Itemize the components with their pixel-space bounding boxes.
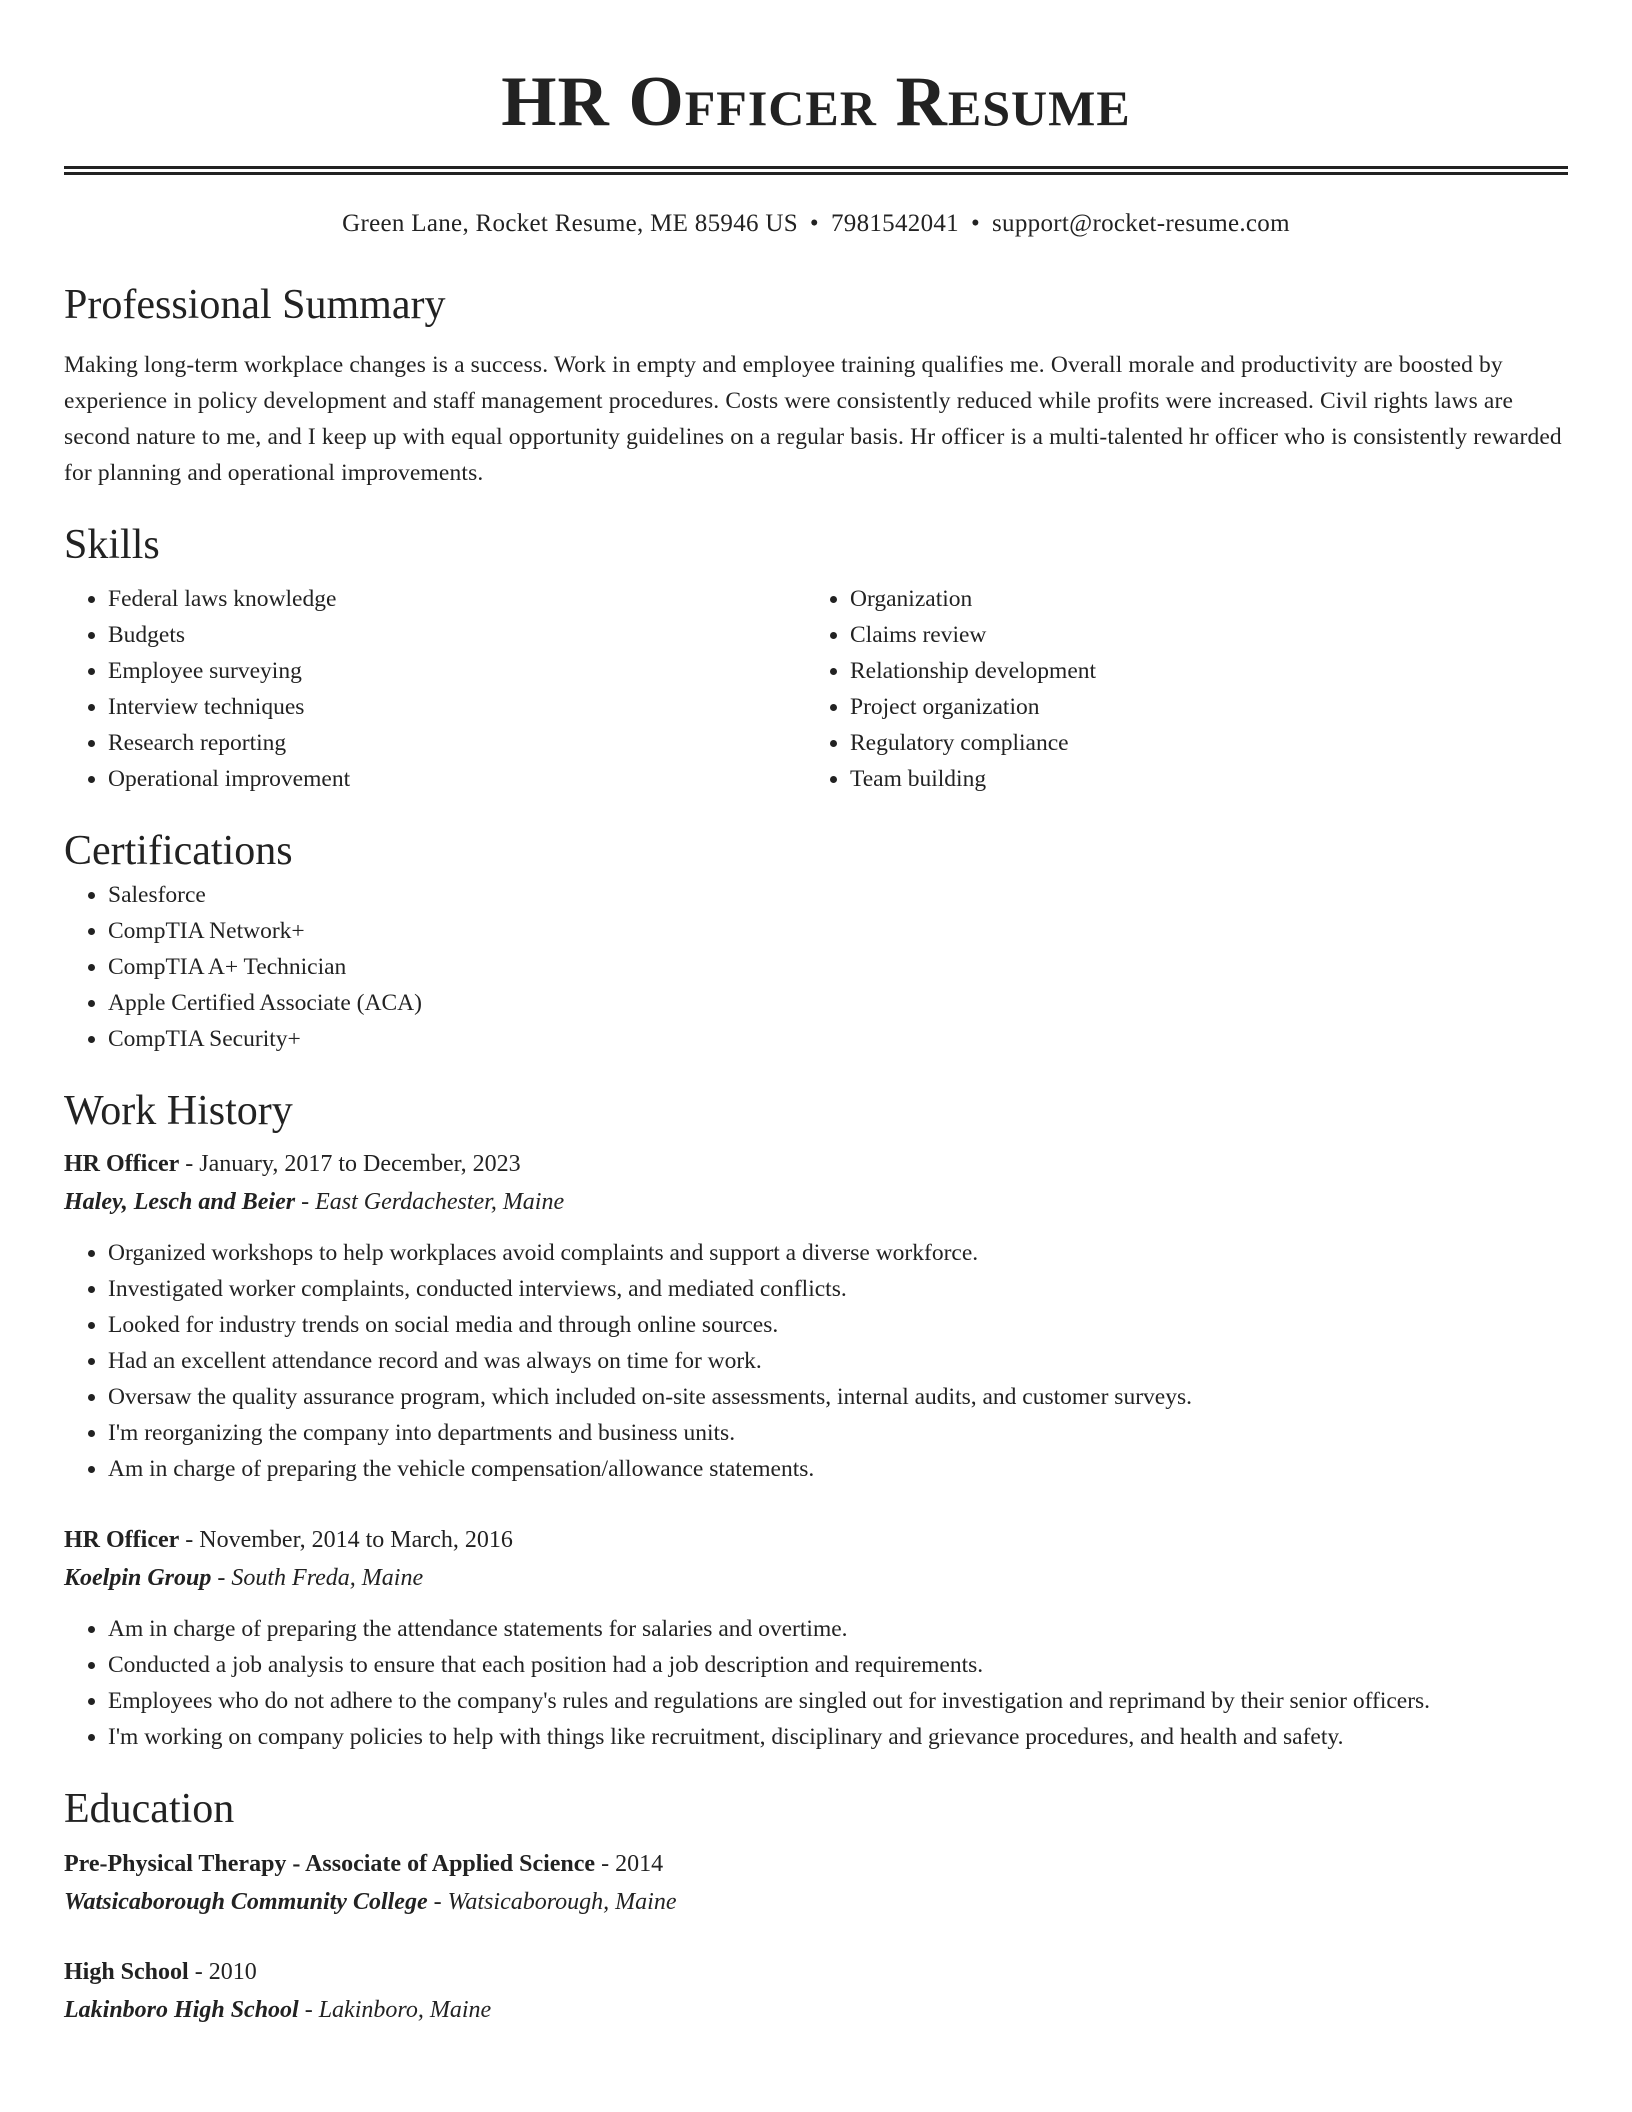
education-school: Lakinboro High School — [64, 1997, 299, 2023]
education-degree: High School — [64, 1959, 189, 1985]
skill-item: • Team building — [850, 761, 1548, 797]
skill-item: • Project organization — [850, 689, 1548, 725]
skills-column-right — [806, 581, 1548, 797]
job-entry — [64, 1521, 1568, 1755]
job-bullet: • Investigated worker complaints, conducted interviews, and mediated conflicts. — [108, 1271, 1568, 1307]
education-entry — [64, 1845, 1568, 1921]
education-year: - 2010 — [188, 1959, 257, 1985]
certification-item: • CompTIA A+ Technician — [108, 949, 1568, 985]
skill-item: • Operational improvement — [108, 761, 806, 797]
certifications-section — [64, 825, 1568, 1057]
job-bullet: • Oversaw the quality assurance program, which included on-site assessments, internal audits, and customer surveys. — [108, 1379, 1568, 1415]
contact-separator: • — [809, 210, 819, 237]
skill-item: • Relationship development — [850, 653, 1548, 689]
contact-line — [64, 208, 1568, 240]
job-company-line — [64, 1183, 1568, 1221]
job-company: Koelpin Group — [64, 1565, 212, 1591]
certification-item: • CompTIA Network+ — [108, 913, 1568, 949]
job-role: HR Officer — [64, 1151, 180, 1177]
contact-address: Green Lane, Rocket Resume, ME 85946 US — [342, 210, 798, 237]
skill-item: • Employee surveying — [108, 653, 806, 689]
education-entry — [64, 1953, 1568, 2029]
skill-item: • Organization — [850, 581, 1548, 617]
job-bullets — [64, 1235, 1568, 1487]
job-title-line — [64, 1521, 1568, 1559]
education-degree: Pre-Physical Therapy - Associate of Applied Science — [64, 1851, 596, 1877]
job-bullet: • Organized workshops to help workplaces avoid complaints and support a diverse workforce. — [108, 1235, 1568, 1271]
job-location: - South Freda, Maine — [211, 1565, 424, 1591]
job-bullet: • Looked for industry trends on social media and through online sources. — [108, 1307, 1568, 1343]
section-heading-education: Education — [64, 1786, 235, 1832]
education-section — [64, 1783, 1568, 2029]
skill-item: • Claims review — [850, 617, 1548, 653]
skill-item: • Interview techniques — [108, 689, 806, 725]
skills-section — [64, 519, 1568, 797]
job-entry — [64, 1145, 1568, 1487]
skills-list-left — [64, 581, 806, 797]
skills-list-right — [806, 581, 1548, 797]
skills-column-left — [64, 581, 806, 797]
title-double-rule — [64, 166, 1568, 175]
contact-separator: • — [970, 210, 981, 237]
resume-title: HR Officer Resume — [501, 63, 1131, 141]
job-bullet: • I'm working on company policies to help with things like recruitment, disciplinary and grievance procedures, and health and safety. — [108, 1719, 1568, 1755]
job-bullet: • Am in charge of preparing the vehicle compensation/allowance statements. — [108, 1451, 1568, 1487]
job-bullet: • I'm reorganizing the company into departments and business units. — [108, 1415, 1568, 1451]
education-school: Watsicaborough Community College — [64, 1889, 428, 1915]
job-bullets — [64, 1611, 1568, 1755]
job-dates: - November, 2014 to March, 2016 — [179, 1527, 513, 1553]
job-location: - East Gerdachester, Maine — [295, 1189, 565, 1215]
section-heading-skills: Skills — [64, 522, 160, 568]
skill-item: • Budgets — [108, 617, 806, 653]
section-heading-work-history: Work History — [64, 1088, 293, 1134]
job-company: Haley, Lesch and Beier — [64, 1189, 296, 1215]
contact-email: support@rocket-resume.com — [992, 210, 1290, 237]
job-bullet: • Had an excellent attendance record and was always on time for work. — [108, 1343, 1568, 1379]
job-company-line — [64, 1559, 1568, 1597]
education-degree-line — [64, 1953, 1568, 1991]
education-location: - Watsicaborough, Maine — [427, 1889, 677, 1915]
certifications-list — [64, 877, 1568, 1057]
section-heading-summary: Professional Summary — [64, 282, 446, 328]
skill-item: • Federal laws knowledge — [108, 581, 806, 617]
section-heading-certifications: Certifications — [64, 828, 293, 874]
job-bullet: • Conducted a job analysis to ensure that each position had a job description and requirements. — [108, 1647, 1568, 1683]
summary-text: Making long-term workplace changes is a success. Work in empty and employee training qualifies me. Overall morale and productivity are boosted by experience in policy development and staff management procedures. Costs were consistently reduced while profits were increased. Civil rights laws are second nature to me, and I keep up with equal opportunity guidelines on a regular basis. Hr officer is a multi-talented hr officer who is consistently rewarded for planning and operational improvements. — [64, 352, 1562, 486]
education-year: - 2014 — [595, 1851, 664, 1877]
work-history-section — [64, 1085, 1568, 1755]
education-degree-line — [64, 1845, 1568, 1883]
job-bullet: • Am in charge of preparing the attendance statements for salaries and overtime. — [108, 1611, 1568, 1647]
certification-item: • CompTIA Security+ — [108, 1021, 1568, 1057]
skills-grid — [64, 581, 1568, 797]
skill-item: • Regulatory compliance — [850, 725, 1548, 761]
certification-item: • Salesforce — [108, 877, 1568, 913]
education-school-line — [64, 1883, 1568, 1921]
professional-summary-section — [64, 279, 1568, 491]
job-dates: - January, 2017 to December, 2023 — [179, 1151, 521, 1177]
job-title-line — [64, 1145, 1568, 1183]
job-role: HR Officer — [64, 1527, 180, 1553]
skill-item: • Research reporting — [108, 725, 806, 761]
education-location: - Lakinboro, Maine — [298, 1997, 492, 2023]
certification-item: • Apple Certified Associate (ACA) — [108, 985, 1568, 1021]
job-bullet: • Employees who do not adhere to the company's rules and regulations are singled out for investigation and reprimand by their senior officers. — [108, 1683, 1568, 1719]
education-school-line — [64, 1991, 1568, 2029]
contact-phone: 7981542041 — [830, 210, 959, 237]
